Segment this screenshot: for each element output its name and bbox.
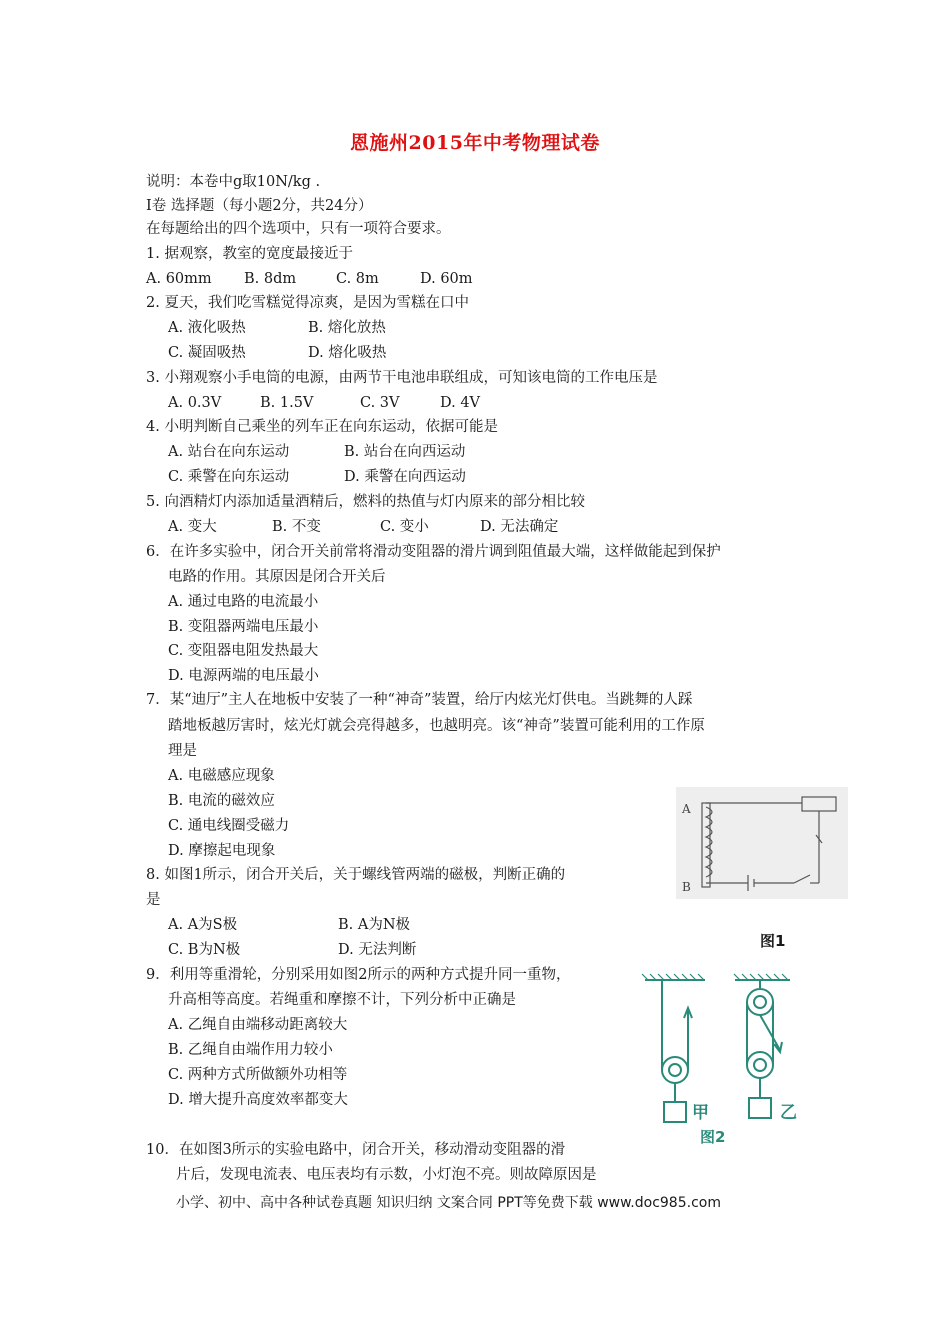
fig1-label-b: B	[682, 880, 691, 894]
q1-option-b: B. 8dm	[244, 271, 297, 287]
q4-stem: 4. 小明判断自己乘坐的列车正在向东运动，依据可能是	[146, 419, 498, 435]
q10-stem-line1: 10．在如图3所示的实验电路中，闭合开关，移动滑动变阻器的滑	[146, 1142, 566, 1158]
q6-option-a: A. 通过电路的电流最小	[168, 594, 319, 610]
exam-title: 恩施州2015年中考物理试卷	[350, 132, 600, 154]
q9-option-b: B. 乙绳自由端作用力较小	[168, 1042, 333, 1058]
q4-option-c: C. 乘警在向东运动	[168, 469, 290, 485]
intro-note: 说明：本卷中g取10N/kg .	[146, 174, 321, 190]
q2-option-b: B. 熔化放热	[308, 320, 386, 336]
q8-option-a: A. A为S极	[168, 917, 238, 933]
q6-option-b: B. 变阻器两端电压最小	[168, 619, 319, 635]
q9-option-d: D. 增大提升高度效率都变大	[168, 1092, 348, 1108]
q4-option-d: D. 乘警在向西运动	[344, 469, 466, 485]
q7-stem-line3: 理是	[168, 743, 197, 759]
section-instruction: 在每题给出的四个选项中，只有一项符合要求。	[146, 221, 451, 237]
q6-stem-line1: 6．在许多实验中，闭合开关前常将滑动变阻器的滑片调到阻值最大端，这样做能起到保护	[146, 544, 721, 560]
solenoid-circuit-diagram	[676, 787, 848, 899]
q8-option-c: C. B为N极	[168, 942, 241, 958]
q7-stem-line2: 踏地板越厉害时，炫光灯就会亮得越多，也越明亮。该“神奇”装置可能利用的工作原	[168, 718, 705, 734]
q8-stem-line2: 是	[146, 892, 161, 908]
figure-1-solenoid-circuit	[676, 787, 848, 899]
q4-option-b: B. 站台在向西运动	[344, 444, 466, 460]
fig1-label-a: A	[682, 802, 691, 816]
q9-option-c: C. 两种方式所做额外功相等	[168, 1067, 348, 1083]
fig2-label-jia: 甲	[692, 1103, 709, 1123]
q7-option-a: A. 电磁感应现象	[168, 768, 275, 784]
q1-option-d: D. 60m	[420, 271, 473, 287]
q5-option-c: C. 变小	[380, 519, 429, 535]
q8-option-b: B. A为N极	[338, 917, 411, 933]
q1-option-c: C. 8m	[336, 271, 379, 287]
q2-option-d: D. 熔化吸热	[308, 345, 387, 361]
q7-stem-line1: 7．某“迪厅”主人在地板中安装了一种“神奇”装置，给厅内炫光灯供电。当跳舞的人踩	[146, 692, 693, 708]
q7-option-d: D. 摩擦起电现象	[168, 843, 276, 859]
q3-option-a: A. 0.3V	[168, 395, 222, 411]
q3-option-c: C. 3V	[360, 395, 400, 411]
q2-option-c: C. 凝固吸热	[168, 345, 246, 361]
q6-option-c: C. 变阻器电阻发热最大	[168, 643, 319, 659]
q5-option-a: A. 变大	[168, 519, 217, 535]
q6-option-d: D. 电源两端的电压最小	[168, 668, 319, 684]
q10-stem-line2: 片后，发现电流表、电压表均有示数，小灯泡不亮。则故障原因是	[176, 1167, 597, 1183]
q4-option-a: A. 站台在向东运动	[168, 444, 290, 460]
q8-option-d: D. 无法判断	[338, 942, 417, 958]
fig2-label-yi: 乙	[780, 1103, 797, 1123]
section-heading: Ⅰ卷 选择题（每小题2分，共24分）	[146, 198, 373, 214]
footer-ad: 小学、初中、高中各种试卷真题 知识归纳 文案合同 PPT等免费下载 www.doc985.com	[176, 1195, 721, 1211]
q9-stem-line1: 9．利用等重滑轮，分别采用如图2所示的两种方式提升同一重物，	[146, 967, 571, 983]
q5-option-d: D. 无法确定	[480, 519, 559, 535]
q6-stem-line2: 电路的作用。其原因是闭合开关后	[168, 569, 386, 585]
q9-stem-line2: 升高相等高度。若绳重和摩擦不计，下列分析中正确是	[168, 992, 516, 1008]
figure-2-caption: 图2	[700, 1128, 726, 1146]
q9-option-a: A. 乙绳自由端移动距离较大	[168, 1017, 348, 1033]
q3-option-d: D. 4V	[440, 395, 481, 411]
q5-stem: 5. 向酒精灯内添加适量酒精后，燃料的热值与灯内原来的部分相比较	[146, 494, 585, 510]
q5-option-b: B. 不变	[272, 519, 321, 535]
q2-stem: 2. 夏天，我们吃雪糕觉得凉爽，是因为雪糕在口中	[146, 295, 469, 311]
pulley-diagram	[640, 970, 820, 1150]
figure-2-pulleys	[640, 970, 820, 1150]
q3-option-b: B. 1.5V	[260, 395, 314, 411]
q8-stem-line1: 8. 如图1所示，闭合开关后，关于螺线管两端的磁极，判断正确的	[146, 867, 566, 883]
q7-option-b: B. 电流的磁效应	[168, 793, 275, 809]
q7-option-c: C. 通电线圈受磁力	[168, 818, 290, 834]
q2-option-a: A. 液化吸热	[168, 320, 246, 336]
q1-stem: 1. 据观察，教室的宽度最接近于	[146, 246, 353, 262]
figure-1-caption: 图1	[760, 932, 786, 950]
q3-stem: 3. 小翔观察小手电筒的电源，由两节干电池串联组成，可知该电筒的工作电压是	[146, 370, 658, 386]
q1-option-a: A. 60mm	[146, 271, 212, 287]
